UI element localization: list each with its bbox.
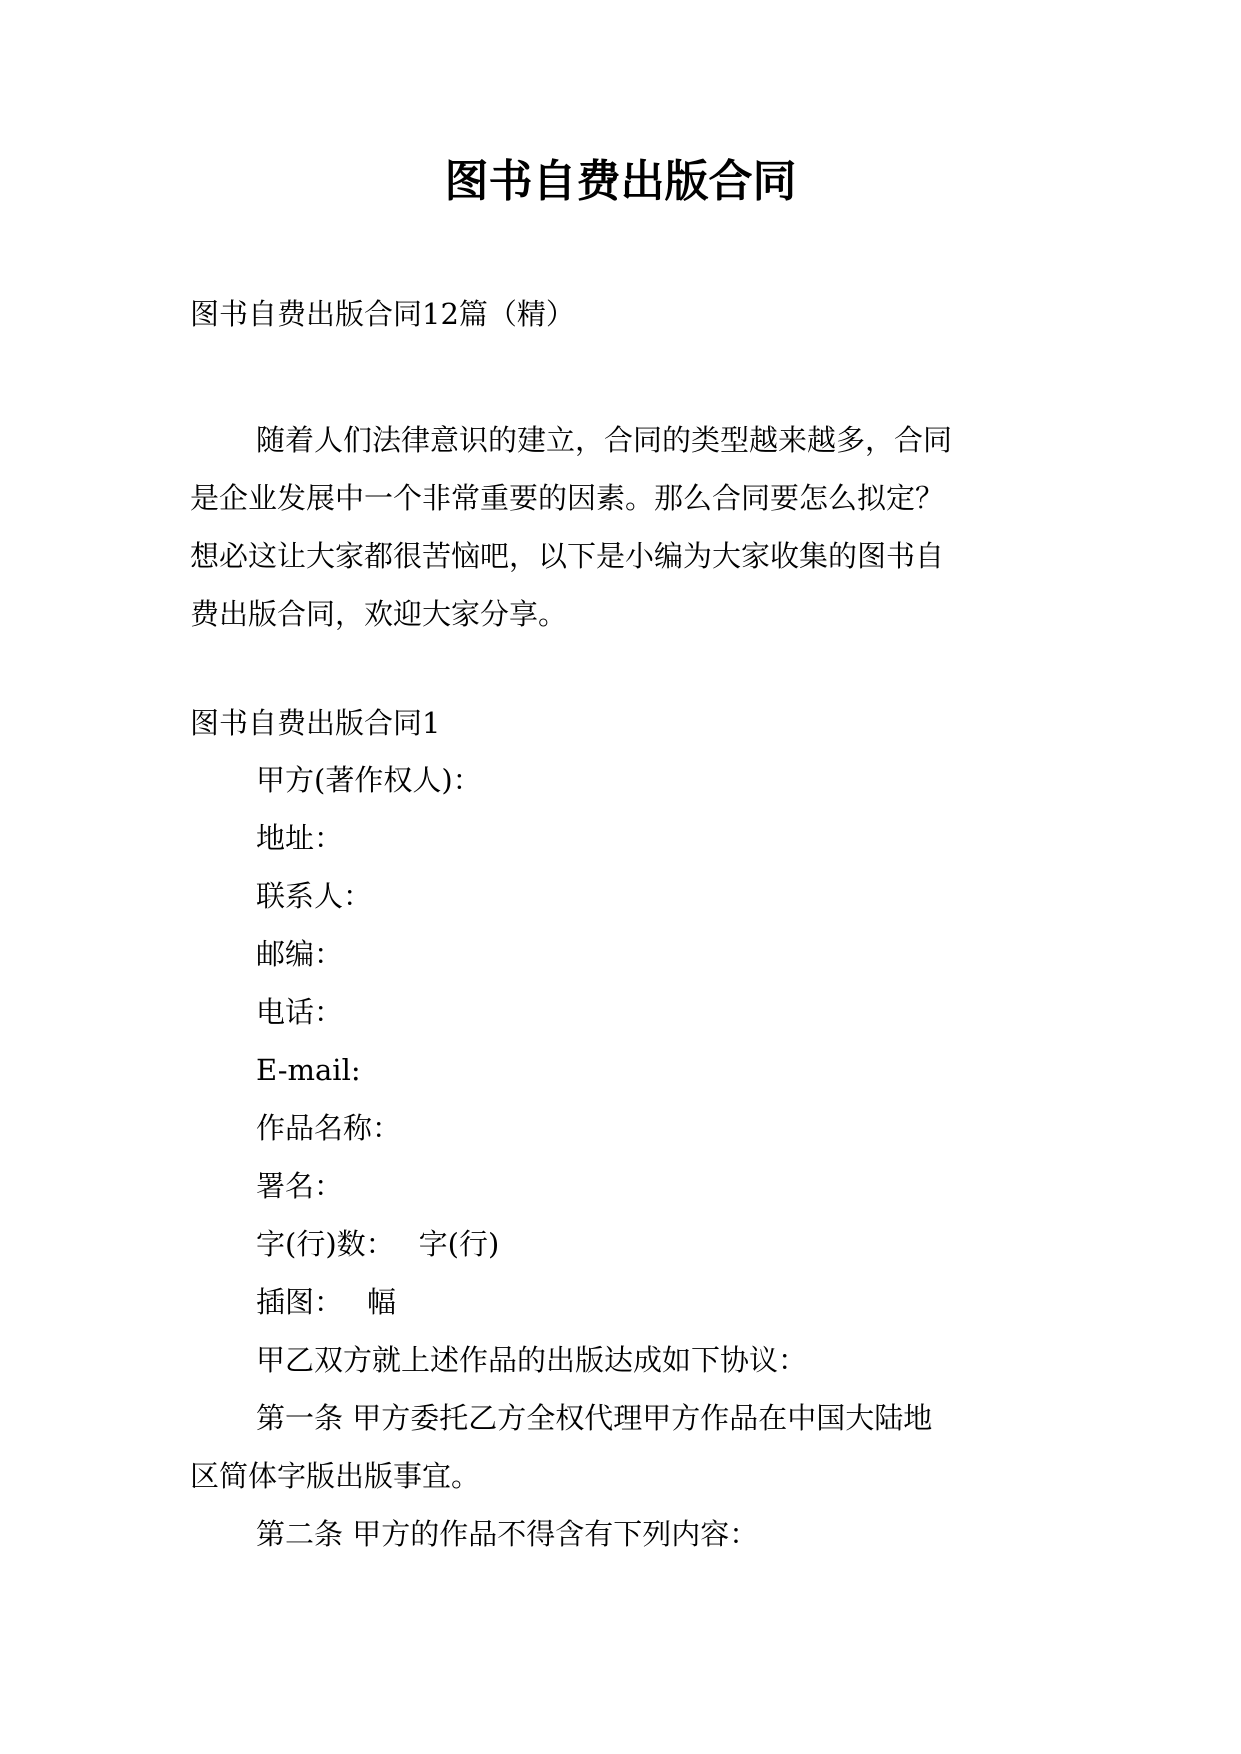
- address-field: 地址：: [256, 821, 344, 855]
- article-2: 第二条 甲方的作品不得含有下列内容：: [256, 1517, 759, 1551]
- contact-field: 联系人：: [256, 879, 373, 913]
- illustrations-field: [190, 1282, 1070, 1340]
- work-title-field: 作品名称：: [256, 1111, 402, 1145]
- intro-line: 是企业发展中一个非常重要的因素。那么合同要怎么拟定？: [190, 481, 945, 515]
- email-field: E-mail:: [256, 1053, 361, 1087]
- postcode-field: 邮编：: [256, 937, 344, 971]
- article-1-line: 区简体字版出版事宜。: [190, 1459, 481, 1493]
- illustrations-unit: 幅: [367, 1285, 397, 1319]
- word-count-unit: 字(行): [418, 1227, 500, 1261]
- contract-body: [190, 760, 1070, 1572]
- illustrations-label: 插图：: [256, 1285, 344, 1319]
- intro-line: 费出版合同，欢迎大家分享。: [190, 597, 568, 631]
- section-heading: 图书自费出版合同1: [190, 706, 441, 740]
- signature-field: 署名：: [256, 1169, 344, 1203]
- word-count-label: 字(行)数：: [256, 1227, 395, 1261]
- intro-paragraph: [190, 411, 1070, 643]
- phone-field: 电话：: [256, 995, 344, 1029]
- word-count-field: [190, 1224, 1070, 1282]
- article-1-line: 第一条 甲方委托乙方全权代理甲方作品在中国大陆地: [256, 1401, 933, 1435]
- intro-line: 想必这让大家都很苦恼吧，以下是小编为大家收集的图书自: [190, 539, 945, 573]
- agreement-intro: 甲乙双方就上述作品的出版达成如下协议：: [256, 1343, 808, 1377]
- intro-line: 随着人们法律意识的建立，合同的类型越来越多，合同: [256, 423, 953, 457]
- document-title: 图书自费出版合同: [444, 156, 797, 207]
- party-a-field: 甲方(著作权人)：: [256, 763, 482, 797]
- document-subtitle: 图书自费出版合同12篇（精）: [190, 297, 575, 331]
